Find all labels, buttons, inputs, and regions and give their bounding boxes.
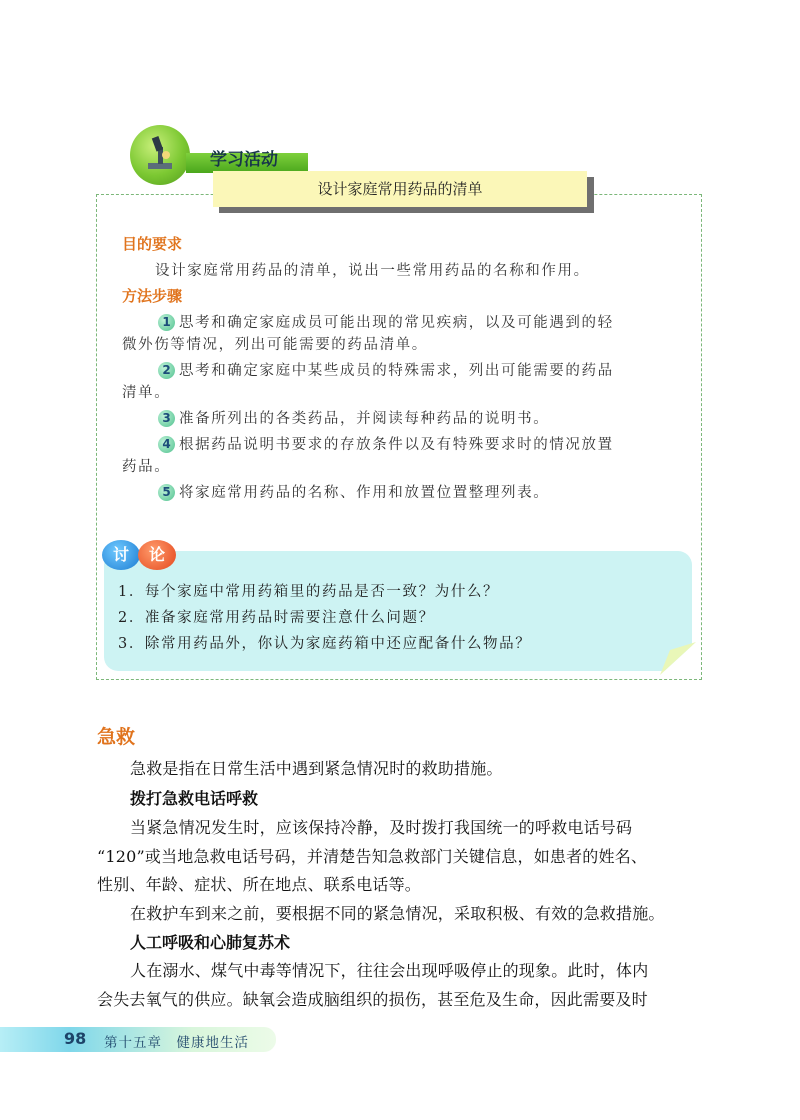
activity-title: 学习活动 xyxy=(210,150,278,170)
paragraph-line: 在救护车到来之前，要根据不同的紧急情况，采取积极、有效的急救措施。 xyxy=(130,904,665,923)
step-number-badge: 1 xyxy=(158,314,175,331)
step-text: 思考和确定家庭中某些成员的特殊需求，列出可能需要的药品 xyxy=(179,363,614,379)
intro-paragraph: 急救是指在日常生活中遇到紧急情况时的救助措施。 xyxy=(130,759,503,778)
chapter-title: 第十五章 健康地生活 xyxy=(104,1035,249,1051)
discussion-question: 1．每个家庭中常用药箱里的药品是否一致？为什么？ xyxy=(118,584,500,600)
subheading-call: 拨打急救电话呼救 xyxy=(130,789,259,808)
paragraph-line: 性别、年龄、症状、所在地点、联系电话等。 xyxy=(97,875,422,894)
purpose-heading: 目的要求 xyxy=(122,235,183,253)
step-number-badge: 2 xyxy=(158,362,175,379)
section-heading: 急救 xyxy=(97,726,136,748)
purpose-text: 设计家庭常用药品的清单，说出一些常用药品的名称和作用。 xyxy=(155,263,590,279)
step-2 xyxy=(158,359,614,380)
step-number-badge: 5 xyxy=(158,484,175,501)
step-number-badge: 3 xyxy=(158,410,175,427)
page-fold-corner xyxy=(660,642,696,675)
step-text: 根据药品说明书要求的存放条件以及有特殊要求时的情况放置 xyxy=(179,437,614,453)
paragraph-line: “120”或当地急救电话号码，并清楚告知急救部门关键信息，如患者的姓名、 xyxy=(97,847,648,866)
step-3 xyxy=(158,407,549,428)
page-number: 98 xyxy=(64,1029,87,1048)
discuss-bubble-1: 讨 xyxy=(102,540,140,570)
activity-subtitle: 设计家庭常用药品的清单 xyxy=(213,171,587,207)
step-4 xyxy=(158,433,614,454)
step-1 xyxy=(158,311,614,332)
step-5 xyxy=(158,481,549,502)
discuss-bubble-2: 论 xyxy=(138,540,176,570)
step-text: 准备所列出的各类药品，并阅读每种药品的说明书。 xyxy=(179,411,550,427)
step-2-cont: 清单。 xyxy=(122,385,171,401)
step-number-badge: 4 xyxy=(158,436,175,453)
step-text: 将家庭常用药品的名称、作用和放置位置整理列表。 xyxy=(179,485,550,501)
method-heading: 方法步骤 xyxy=(122,287,183,305)
step-4-cont: 药品。 xyxy=(122,459,171,475)
step-1-cont: 微外伤等情况，列出可能需要的药品清单。 xyxy=(122,337,428,353)
paragraph-line: 会失去氧气的供应。缺氧会造成脑组织的损伤，甚至危及生命，因此需要及时 xyxy=(97,990,648,1009)
discussion-question: 2．准备家庭常用药品时需要注意什么问题？ xyxy=(118,610,435,626)
microscope-icon xyxy=(130,125,190,185)
step-text: 思考和确定家庭成员可能出现的常见疾病，以及可能遇到的轻 xyxy=(179,315,614,331)
discussion-question: 3．除常用药品外，你认为家庭药箱中还应配备什么物品？ xyxy=(118,636,532,652)
paragraph-line: 人在溺水、煤气中毒等情况下，往往会出现呼吸停止的现象。此时，体内 xyxy=(130,961,649,980)
subheading-cpr: 人工呼吸和心肺复苏术 xyxy=(130,933,291,952)
paragraph-line: 当紧急情况发生时，应该保持冷静，及时拨打我国统一的呼救电话号码 xyxy=(130,818,633,837)
